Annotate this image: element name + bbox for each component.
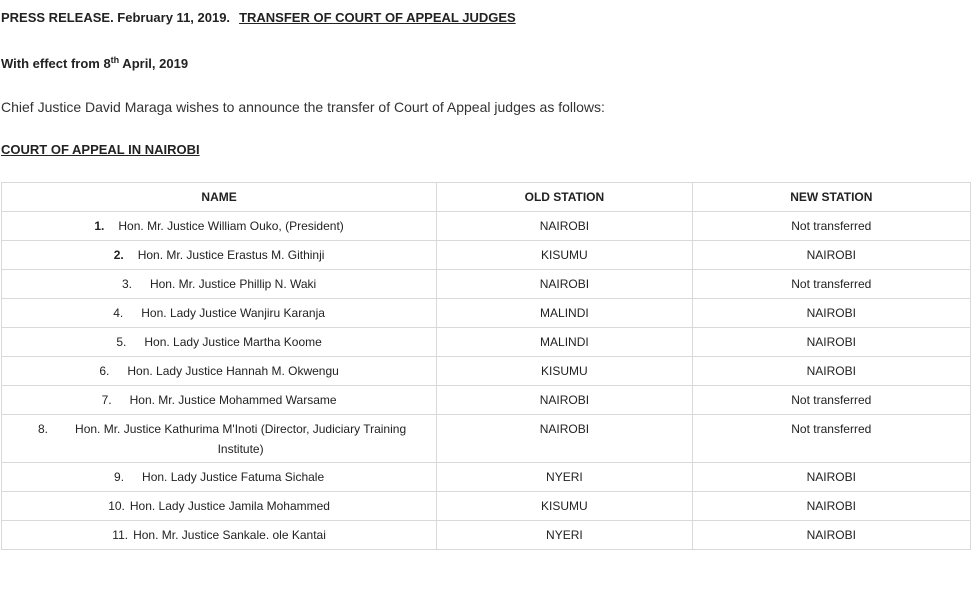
cell-new-station: NAIROBI	[692, 241, 970, 270]
cell-name	[2, 357, 437, 386]
effective-date	[1, 56, 188, 71]
judges-table	[1, 182, 971, 550]
row-number: 6.	[99, 364, 110, 378]
cell-name	[2, 463, 437, 492]
press-release-headline: TRANSFER OF COURT OF APPEAL JUDGES	[239, 10, 516, 25]
cell-old-station: KISUMU	[437, 241, 692, 270]
table-row	[2, 492, 971, 521]
judge-name: Hon. Lady Justice Martha Koome	[144, 335, 322, 349]
header-name: NAME	[2, 183, 437, 212]
table-row	[2, 386, 971, 415]
cell-name	[2, 270, 437, 299]
table-row	[2, 328, 971, 357]
cell-old-station: KISUMU	[437, 492, 692, 521]
cell-old-station: MALINDI	[437, 299, 692, 328]
cell-new-station: Not transferred	[692, 212, 970, 241]
cell-new-station: NAIROBI	[692, 328, 970, 357]
intro-paragraph: Chief Justice David Maraga wishes to announce the transfer of Court of Appeal judges as follows:	[1, 99, 605, 115]
row-number: 2.	[113, 248, 124, 262]
cell-name	[2, 328, 437, 357]
cell-name	[2, 212, 437, 241]
row-number: 9.	[114, 470, 125, 484]
table-row	[2, 299, 971, 328]
cell-old-station: NAIROBI	[437, 212, 692, 241]
cell-name	[2, 386, 437, 415]
row-number: 8.	[38, 422, 49, 436]
table-row	[2, 415, 971, 463]
cell-new-station: Not transferred	[692, 415, 970, 463]
cell-old-station: KISUMU	[437, 357, 692, 386]
table-row	[2, 212, 971, 241]
cell-old-station: NYERI	[437, 463, 692, 492]
cell-new-station: NAIROBI	[692, 463, 970, 492]
header-old-station: OLD STATION	[437, 183, 692, 212]
table-row	[2, 521, 971, 550]
row-number: 11.	[112, 528, 129, 542]
cell-new-station: NAIROBI	[692, 299, 970, 328]
cell-name	[2, 299, 437, 328]
effective-date-before: With effect from 8	[1, 56, 111, 71]
row-number: 3.	[121, 277, 132, 291]
cell-new-station: NAIROBI	[692, 357, 970, 386]
cell-name	[2, 241, 437, 270]
row-number: 10.	[108, 499, 125, 513]
cell-old-station: NYERI	[437, 521, 692, 550]
row-number: 1.	[94, 219, 105, 233]
cell-name	[2, 492, 437, 521]
judge-name: Hon. Mr. Justice Phillip N. Waki	[149, 277, 317, 291]
cell-new-station: Not transferred	[692, 270, 970, 299]
judge-name: Hon. Mr. Justice Sankale. ole Kantai	[133, 528, 326, 542]
cell-new-station: NAIROBI	[692, 492, 970, 521]
judge-name: Hon. Lady Justice Jamila Mohammed	[129, 499, 330, 513]
press-release-title	[1, 10, 516, 25]
judge-name: Hon. Mr. Justice Erastus M. Githinji	[137, 248, 325, 262]
judge-name: Hon. Lady Justice Wanjiru Karanja	[141, 306, 325, 320]
judge-name: Hon. Mr. Justice William Ouko, (President)	[118, 219, 344, 233]
table-header-row	[2, 183, 971, 212]
header-new-station: NEW STATION	[692, 183, 970, 212]
row-number: 4.	[113, 306, 124, 320]
cell-old-station: MALINDI	[437, 328, 692, 357]
cell-old-station: NAIROBI	[437, 415, 692, 463]
judge-name: Hon. Lady Justice Hannah M. Okwengu	[127, 364, 339, 378]
section-heading: COURT OF APPEAL IN NAIROBI	[1, 142, 200, 157]
row-number: 5.	[116, 335, 127, 349]
cell-new-station: NAIROBI	[692, 521, 970, 550]
judge-name: Hon. Lady Justice Fatuma Sichale	[142, 470, 325, 484]
cell-old-station: NAIROBI	[437, 386, 692, 415]
effective-date-after: April, 2019	[119, 56, 189, 71]
judge-name: Hon. Mr. Justice Kathurima M'Inoti (Director, Judiciary Training Institute)	[75, 422, 407, 456]
row-number: 7.	[101, 393, 112, 407]
cell-name	[2, 521, 437, 550]
table-row	[2, 357, 971, 386]
table-row	[2, 270, 971, 299]
effective-date-suffix: th	[110, 55, 120, 65]
judge-name: Hon. Mr. Justice Mohammed Warsame	[129, 393, 337, 407]
press-release-date: PRESS RELEASE. February 11, 2019.	[1, 10, 231, 25]
cell-new-station: Not transferred	[692, 386, 970, 415]
table-row	[2, 241, 971, 270]
table-row	[2, 463, 971, 492]
cell-old-station: NAIROBI	[437, 270, 692, 299]
cell-name	[2, 415, 437, 463]
